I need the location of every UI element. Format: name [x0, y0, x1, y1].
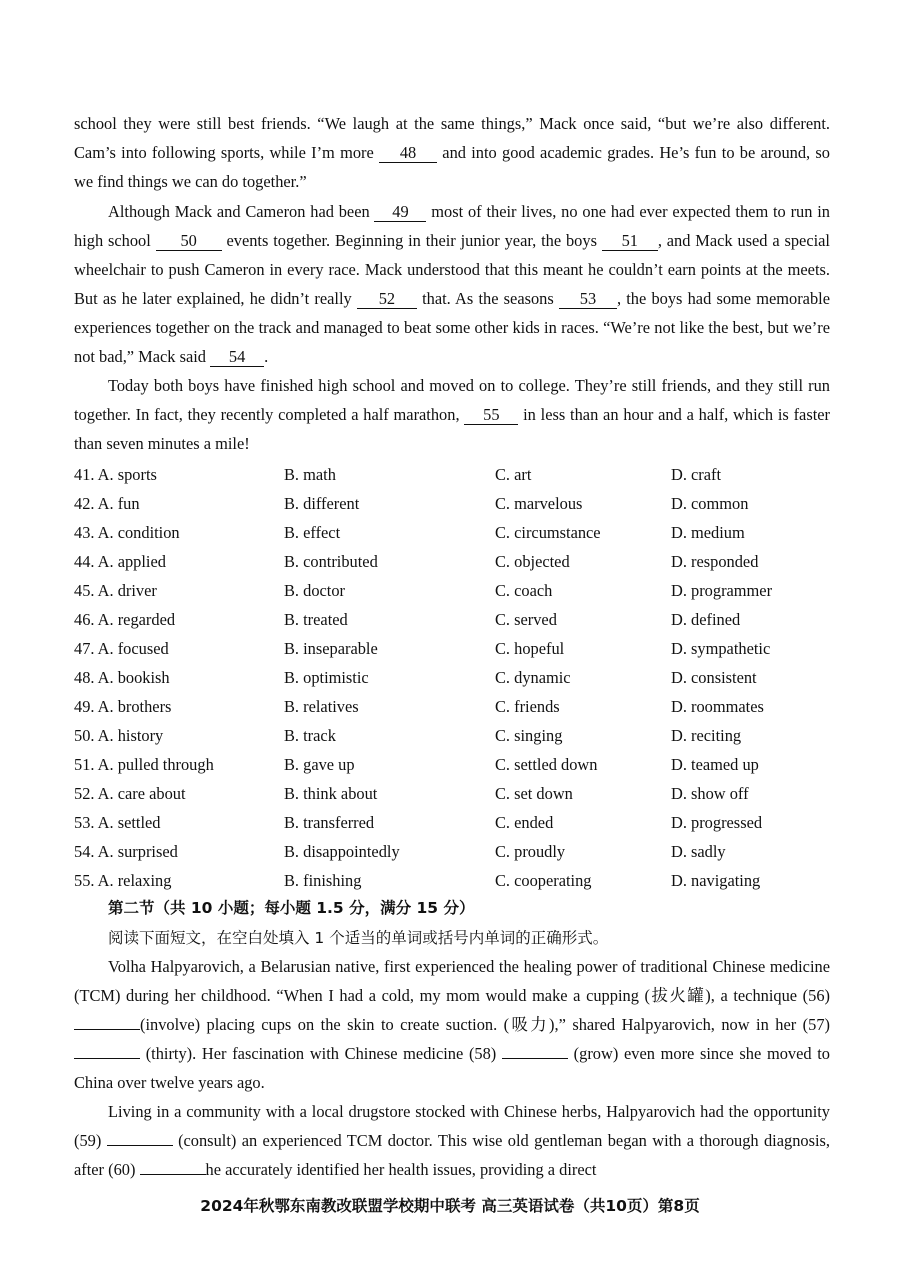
- option-row: [74, 692, 834, 721]
- option-c: C. cooperating: [495, 871, 592, 890]
- option-d: D. sadly: [671, 842, 726, 861]
- option-d: D. reciting: [671, 726, 742, 745]
- option-c: C. objected: [495, 552, 570, 571]
- option-b: B. treated: [284, 610, 348, 629]
- option-d: D. consistent: [671, 668, 757, 687]
- blank-48: 48: [379, 144, 437, 163]
- blank-53: 53: [559, 290, 617, 309]
- option-a: 46. A. regarded: [74, 610, 176, 629]
- option-d: D. navigating: [671, 871, 761, 890]
- option-c: C. set down: [495, 784, 573, 803]
- option-d: D. medium: [671, 523, 745, 542]
- blank-58: [502, 1044, 568, 1059]
- option-d: D. show off: [671, 784, 749, 803]
- option-d: D. common: [671, 494, 749, 513]
- answer-options: [74, 460, 834, 895]
- option-c: C. settled down: [495, 755, 598, 774]
- option-row: [74, 779, 834, 808]
- option-c: C. marvelous: [495, 494, 583, 513]
- blank-50: 50: [156, 232, 222, 251]
- option-d: D. progressed: [671, 813, 763, 832]
- option-c: C. singing: [495, 726, 563, 745]
- option-row: [74, 866, 834, 895]
- option-row: [74, 547, 834, 576]
- option-a: 47. A. focused: [74, 639, 169, 658]
- option-c: C. served: [495, 610, 557, 629]
- option-b: B. contributed: [284, 552, 378, 571]
- option-d: D. sympathetic: [671, 639, 771, 658]
- option-c: C. art: [495, 465, 532, 484]
- option-b: B. doctor: [284, 581, 346, 600]
- option-d: D. teamed up: [671, 755, 759, 774]
- option-b: B. transferred: [284, 813, 375, 832]
- option-a: 50. A. history: [74, 726, 164, 745]
- option-row: [74, 634, 834, 663]
- option-a: 43. A. condition: [74, 523, 180, 542]
- option-row: [74, 489, 834, 518]
- option-row: [74, 663, 834, 692]
- option-d: D. defined: [671, 610, 741, 629]
- option-b: B. inseparable: [284, 639, 378, 658]
- option-row: [74, 808, 834, 837]
- option-a: 42. A. fun: [74, 494, 140, 513]
- passage-paragraph-1: school they were still best friends. “We laugh at the same things,” Mack once said, “but we’re also different. Cam’s into following sports, while I’m more 48 and into good academic grades. He’s fun to be around, so we find things we can do together.”: [74, 114, 830, 192]
- blank-54: 54: [210, 348, 264, 367]
- grammar-paragraph-1: Volha Halpyarovich, a Belarusian native, first experienced the healing power of traditional Chinese medicine (TCM) during her childhood. “When I had a cold, my mom would make a cupping (拔火罐), a technique (56) (involve) placing cups on the skin to create suction. (吸力),” shared Halpyarovich, now in her (57) (thirty). Her fascination with Chinese medicine (58) (grow) even more since she moved to China over twelve years ago.: [74, 957, 831, 1093]
- blank-52: 52: [357, 290, 417, 309]
- option-a: 51. A. pulled through: [74, 755, 214, 774]
- option-row: [74, 721, 834, 750]
- option-c: C. dynamic: [495, 668, 571, 687]
- passage-paragraph-2: Although Mack and Cameron had been 49 most of their lives, no one had ever expected them to run in high school 50 events together. Beginning in their junior year, the boys 51 , and Mack used a special wheelchair to push Cameron in every race. Mack understood that this meant he couldn’t earn points at the meets. But as he later explained, he didn’t really 52 that. As the seasons 53 , the boys had some memorable experiences together on the track and managed to beat some other kids in races. “We’re not like the best, but we’re not bad,” Mack said 54 .: [74, 202, 830, 367]
- option-row: [74, 837, 834, 866]
- option-d: D. craft: [671, 465, 722, 484]
- option-a: 55. A. relaxing: [74, 871, 172, 890]
- blank-57: [74, 1044, 140, 1059]
- option-a: 52. A. care about: [74, 784, 186, 803]
- option-c: C. proudly: [495, 842, 566, 861]
- option-c: C. hopeful: [495, 639, 565, 658]
- option-a: 45. A. driver: [74, 581, 157, 600]
- blank-51: 51: [602, 232, 658, 251]
- blank-49: 49: [374, 203, 426, 222]
- option-c: C. circumstance: [495, 523, 601, 542]
- option-b: B. gave up: [284, 755, 355, 774]
- option-b: B. track: [284, 726, 336, 745]
- blank-60: [140, 1160, 206, 1175]
- option-b: B. think about: [284, 784, 378, 803]
- option-row: [74, 750, 834, 779]
- option-b: B. different: [284, 494, 360, 513]
- option-a: 41. A. sports: [74, 465, 157, 484]
- option-b: B. effect: [284, 523, 341, 542]
- option-row: [74, 576, 834, 605]
- option-row: [74, 518, 834, 547]
- option-row: [74, 460, 834, 489]
- option-b: B. math: [284, 465, 336, 484]
- option-a: 49. A. brothers: [74, 697, 172, 716]
- option-b: B. disappointedly: [284, 842, 400, 861]
- passage-paragraph-3: Today both boys have finished high school and moved on to college. They’re still friends, and they still run together. In fact, they recently completed a half marathon, 55 in less than an hour and a half, which is faster than seven minutes a mile!: [74, 376, 831, 454]
- grammar-paragraph-2: Living in a community with a local drugstore stocked with Chinese herbs, Halpyarovich had the opportunity (59) (consult) an experienced TCM doctor. This wise old gentleman began with a thorough diagnosis, after (60) he accurately identified her health issues, providing a direct: [74, 1102, 830, 1180]
- option-b: B. optimistic: [284, 668, 369, 687]
- option-b: B. finishing: [284, 871, 362, 890]
- option-d: D. roommates: [671, 697, 764, 716]
- blank-56: [74, 1015, 140, 1030]
- blank-59: [107, 1131, 173, 1146]
- section-instruction: 阅读下面短文，在空白处填入 1 个适当的单词或括号内单词的正确形式。: [108, 929, 609, 947]
- section-heading: 第二节（共 10 小题；每小题 1.5 分，满分 15 分）: [108, 899, 475, 917]
- option-row: [74, 605, 834, 634]
- option-d: D. responded: [671, 552, 759, 571]
- blank-55: 55: [464, 406, 518, 425]
- option-b: B. relatives: [284, 697, 359, 716]
- option-a: 48. A. bookish: [74, 668, 170, 687]
- option-c: C. ended: [495, 813, 554, 832]
- option-a: 44. A. applied: [74, 552, 166, 571]
- option-c: C. friends: [495, 697, 560, 716]
- option-a: 54. A. surprised: [74, 842, 178, 861]
- option-a: 53. A. settled: [74, 813, 161, 832]
- option-d: D. programmer: [671, 581, 773, 600]
- option-c: C. coach: [495, 581, 553, 600]
- page-footer: 2024年秋鄂东南教改联盟学校期中联考 高三英语试卷（共10页）第8页: [200, 1197, 700, 1215]
